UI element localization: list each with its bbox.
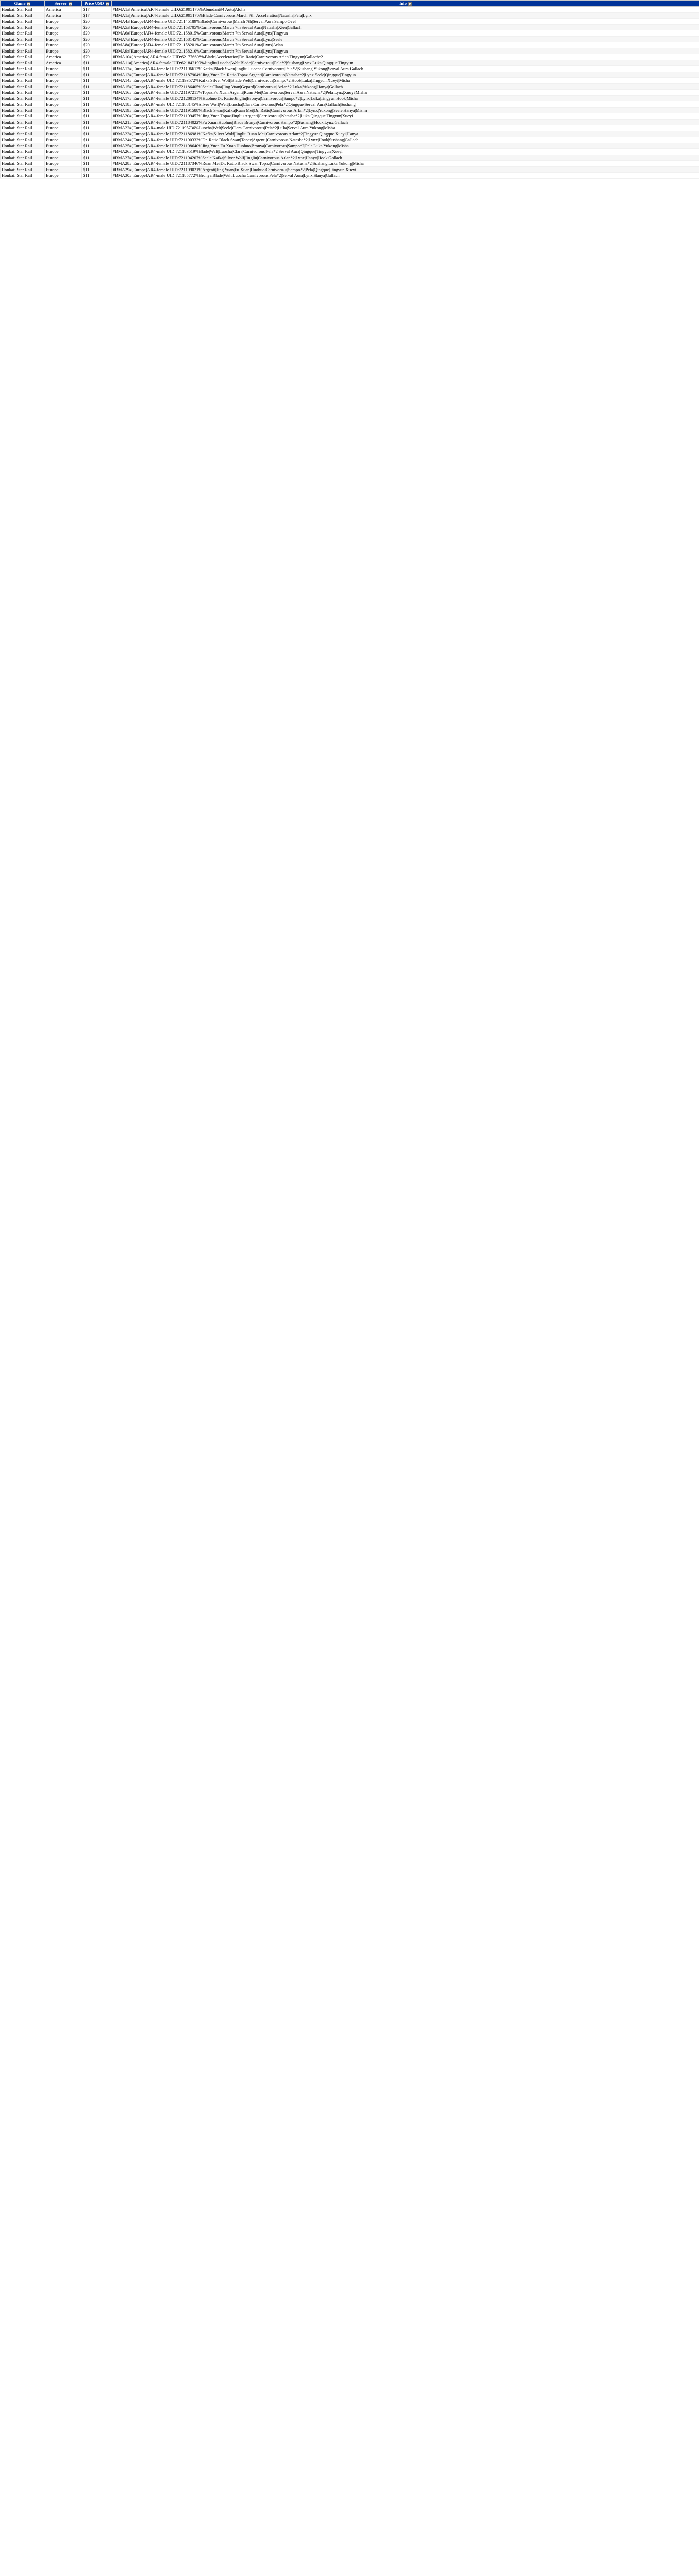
cell-info: #BMA12#[Europe]AR4-female UID:721196613%Kafka|Black Swan|Jingliu|Luocha|Carnivorous|Pela*2|Sushang|Yukong|Serval Aura|Gallach: [112, 66, 699, 72]
cell-game: Honkai: Star Rail: [1, 166, 45, 173]
cell-price: $17: [82, 12, 112, 19]
cell-info: #BMA28#[Europe]AR4-female UID:721187346%Ruan Mei|Dr. Ratio|Black Swan|Topaz|Carnivorous|Natasha*2|Sushang|Luka|Yukong|Misha: [112, 161, 699, 167]
cell-info: #BMA8#[Europe]AR4-female UID:721158201%Carnivorous|March 7th|Serval Aura|Lynx|Arlan: [112, 42, 699, 48]
cell-server: Europe: [45, 24, 82, 30]
cell-game: Honkai: Star Rail: [1, 19, 45, 25]
cell-info: #BMA17#[Europe]AR4-female UID:721200134%Huohuo|Dr. Ratio|Jingliu|Bronya|Carnivorous|Sampo*2|Lynx|Luka|Tingyun|Hook|Misha: [112, 95, 699, 101]
cell-price: $20: [82, 48, 112, 54]
table-row[interactable]: [1, 7, 699, 13]
header-game-label: Game: [14, 1, 26, 6]
cell-price: $20: [82, 36, 112, 42]
cell-price: $20: [82, 24, 112, 30]
cell-info: #BMA18#[Europe]AR4-male UID:721188145%Silver Wolf|Welt|Luocha|Clara|Carnivorous|Pela*2|Qingque|Serval Aura|Gallach|Sushang: [112, 101, 699, 108]
cell-game: Honkai: Star Rail: [1, 36, 45, 42]
table-row[interactable]: [1, 30, 699, 37]
table-row[interactable]: [1, 113, 699, 120]
table-row[interactable]: [1, 83, 699, 90]
table-row[interactable]: [1, 42, 699, 48]
cell-game: Honkai: Star Rail: [1, 66, 45, 72]
table-row[interactable]: [1, 137, 699, 143]
table-row[interactable]: [1, 101, 699, 108]
cell-server: Europe: [45, 48, 82, 54]
cell-server: Europe: [45, 42, 82, 48]
cell-price: $79: [82, 54, 112, 60]
cell-info: #BMA6#[Europe]AR4-female UID:721158015%Carnivorous|March 7th|Serval Aura|Lynx|Tingyun: [112, 30, 699, 37]
cell-price: $11: [82, 149, 112, 155]
cell-info: #BMA29#[Europe]AR4-female UID:721199021%Argenti|Jing Yuan|Fu Xuan|Huohuo|Carnivorous|Sampo*2|Pela|Qingque|Tingyun|Xueyi: [112, 166, 699, 173]
filter-dropdown-icon[interactable]: [69, 2, 72, 6]
cell-game: Honkai: Star Rail: [1, 113, 45, 120]
cell-server: America: [45, 12, 82, 19]
cell-server: America: [45, 7, 82, 13]
cell-game: Honkai: Star Rail: [1, 30, 45, 37]
cell-info: #BMA9#[Europe]AR4-female UID:721158210%Carnivorous|March 7th|Serval Aura|Lynx|Tingyun: [112, 48, 699, 54]
cell-info: #BMA10#[America]AR4-female UID:621776698%Blade|Acceleration|Dr. Ratio|Carnivorous|Arlan|Tingyun|Gallach*2: [112, 54, 699, 60]
cell-game: Honkai: Star Rail: [1, 78, 45, 84]
cell-game: Honkai: Star Rail: [1, 155, 45, 161]
table-row[interactable]: [1, 19, 699, 25]
accounts-table: [0, 0, 699, 179]
cell-price: $20: [82, 42, 112, 48]
cell-game: Honkai: Star Rail: [1, 137, 45, 143]
cell-price: $11: [82, 161, 112, 167]
cell-price: $11: [82, 66, 112, 72]
cell-server: Europe: [45, 66, 82, 72]
cell-server: Europe: [45, 119, 82, 125]
cell-price: $11: [82, 113, 112, 120]
cell-server: Europe: [45, 155, 82, 161]
cell-server: Europe: [45, 161, 82, 167]
cell-price: $17: [82, 7, 112, 13]
cell-server: America: [45, 60, 82, 66]
cell-game: Honkai: Star Rail: [1, 90, 45, 96]
cell-game: Honkai: Star Rail: [1, 83, 45, 90]
cell-price: $11: [82, 72, 112, 78]
table-row[interactable]: [1, 161, 699, 167]
cell-game: Honkai: Star Rail: [1, 125, 45, 131]
cell-server: Europe: [45, 72, 82, 78]
cell-price: $11: [82, 155, 112, 161]
cell-game: Honkai: Star Rail: [1, 48, 45, 54]
cell-server: Europe: [45, 95, 82, 101]
cell-server: Europe: [45, 90, 82, 96]
cell-price: $11: [82, 83, 112, 90]
table-row[interactable]: [1, 60, 699, 66]
cell-game: Honkai: Star Rail: [1, 12, 45, 19]
cell-info: #BMA22#[Europe]AR4-male UID:721195736%Luocha|Welt|Seele|Clara|Carnivorous|Pela*2|Luka|Serval Aura|Yukong|Misha: [112, 125, 699, 131]
cell-game: Honkai: Star Rail: [1, 107, 45, 113]
table-row[interactable]: [1, 90, 699, 96]
cell-info: #BMA13#[Europe]AR4-female UID:721187904%Jing Yuan|Dr. Ratio|Topaz|Argenti|Carnivorous|Natasha*2|Lynx|Seele|Qingque|Tingyun: [112, 72, 699, 78]
table-row[interactable]: [1, 36, 699, 42]
cell-price: $11: [82, 95, 112, 101]
cell-info: #BMA27#[Europe]AR4-female UID:721194207%Seele|Kafka|Silver Wolf|Jingliu|Carnivorous|Arlan*2|Lynx|Hanya|Hook|Gallach: [112, 155, 699, 161]
cell-price: $11: [82, 101, 112, 108]
table-row[interactable]: [1, 173, 699, 179]
cell-game: Honkai: Star Rail: [1, 54, 45, 60]
cell-server: Europe: [45, 107, 82, 113]
cell-info: #BMA20#[Europe]AR4-female UID:721199457%Jing Yuan|Topaz|Jingliu|Argenti|Carnivorous|Natasha*2|Luka|Qingque|Tingyun|Xueyi: [112, 113, 699, 120]
table-row[interactable]: [1, 78, 699, 84]
cell-price: $11: [82, 131, 112, 137]
cell-server: Europe: [45, 131, 82, 137]
cell-game: Honkai: Star Rail: [1, 95, 45, 101]
cell-game: Honkai: Star Rail: [1, 72, 45, 78]
table-body: [1, 7, 699, 179]
cell-game: Honkai: Star Rail: [1, 173, 45, 179]
cell-info: #BMA26#[Europe]AR4-male UID:721183519%Blade|Welt|Luocha|Clara|Carnivorous|Pela*2|Serval Aura|Qingque|Tingyun|Xueyi: [112, 149, 699, 155]
cell-info: #BMA24#[Europe]AR4-female UID:721190333%Dr. Ratio|Black Swan|Topaz|Argenti|Carnivorous|Natasha*2|Lynx|Hook|Sushang|Gallach: [112, 137, 699, 143]
cell-info: #BMA19#[Europe]AR4-female UID:721191588%Black Swan|Kafka|Ruan Mei|Dr. Ratio|Carnivorous|Arlan*2|Lynx|Yukong|Seele|Hanya|Misha: [112, 107, 699, 113]
header-info[interactable]: [112, 1, 699, 7]
table-row[interactable]: [1, 12, 699, 19]
table-row[interactable]: [1, 72, 699, 78]
table-row[interactable]: [1, 131, 699, 137]
filter-dropdown-icon[interactable]: [408, 2, 412, 6]
cell-game: Honkai: Star Rail: [1, 119, 45, 125]
cell-server: America: [45, 54, 82, 60]
cell-server: Europe: [45, 36, 82, 42]
table-row[interactable]: [1, 149, 699, 155]
cell-info: #BMA16#[Europe]AR4-female UID:721197211%Topaz|Fu Xuan|Argenti|Ruan Mei|Carnivorous|Serval Aura|Natasha*2|Pela|Lynx|Xueyi|Misha: [112, 90, 699, 96]
filter-dropdown-icon[interactable]: [106, 2, 109, 6]
cell-server: Europe: [45, 166, 82, 173]
cell-game: Honkai: Star Rail: [1, 60, 45, 66]
cell-info: #BMA15#[Europe]AR4-female UID:721186405%Seele|Clara|Jing Yuan|Gepard|Carnivorous|Arlan*2|Luka|Yukong|Hanya|Gallach: [112, 83, 699, 90]
cell-info: #BMA1#[America]AR4-female UID:621995170%Abundant#4 Auto|Aloha: [112, 7, 699, 13]
cell-info: #BMA21#[Europe]AR4-female UID:721184022%Fu Xuan|Huohuo|Blade|Bronya|Carnivorous|Sampo*2|Sushang|Hook|Lynx|Gallach: [112, 119, 699, 125]
cell-game: Honkai: Star Rail: [1, 101, 45, 108]
table-row[interactable]: [1, 48, 699, 54]
cell-game: Honkai: Star Rail: [1, 24, 45, 30]
cell-server: Europe: [45, 143, 82, 149]
table-row[interactable]: [1, 66, 699, 72]
table-row[interactable]: [1, 143, 699, 149]
table-row[interactable]: [1, 24, 699, 30]
cell-price: $11: [82, 125, 112, 131]
table-row[interactable]: [1, 119, 699, 125]
cell-server: Europe: [45, 78, 82, 84]
cell-info: #BMA30#[Europe]AR4-male UID:721185772%Bronya|Blade|Welt|Luocha|Carnivorous|Pela*2|Serval Aura|Lynx|Hanya|Gallach: [112, 173, 699, 179]
cell-game: Honkai: Star Rail: [1, 42, 45, 48]
cell-info: #BMA14#[Europe]AR4-male UID:721193572%Kafka|Silver Wolf|Blade|Welt|Carnivorous|Sampo*2|Hook|Luka|Tingyun|Xueyi|Misha: [112, 78, 699, 84]
cell-server: Europe: [45, 113, 82, 120]
cell-info: #BMA5#[Europe]AR4-female UID:721153705%Carnivorous|March 7th|Serval Aura|Natasha|Xien|Gallach: [112, 24, 699, 30]
cell-server: Europe: [45, 125, 82, 131]
table-row[interactable]: [1, 155, 699, 161]
cell-price: $11: [82, 78, 112, 84]
header-row: [1, 1, 699, 7]
cell-game: Honkai: Star Rail: [1, 7, 45, 13]
cell-server: Europe: [45, 19, 82, 25]
cell-server: Europe: [45, 101, 82, 108]
cell-price: $20: [82, 30, 112, 37]
cell-game: Honkai: Star Rail: [1, 131, 45, 137]
header-game[interactable]: [1, 1, 45, 7]
cell-price: $11: [82, 166, 112, 173]
table-row[interactable]: [1, 95, 699, 101]
cell-info: #BMA4#[Europe]AR4-female UID:721145189%Blade|Carnivorous|March 7th|Serval Aura|Sampo|Ovel: [112, 19, 699, 25]
cell-server: Europe: [45, 30, 82, 37]
cell-server: Europe: [45, 83, 82, 90]
cell-price: $11: [82, 107, 112, 113]
table-row[interactable]: [1, 54, 699, 60]
cell-server: Europe: [45, 173, 82, 179]
cell-server: Europe: [45, 137, 82, 143]
cell-info: #BMA25#[Europe]AR4-female UID:721198640%Jing Yuan|Fu Xuan|Huohuo|Bronya|Carnivorous|Sampo*2|Pela|Luka|Yukong|Misha: [112, 143, 699, 149]
header-price-label: Price USD: [84, 1, 104, 6]
cell-price: $11: [82, 137, 112, 143]
header-price[interactable]: [82, 1, 112, 7]
cell-price: $11: [82, 90, 112, 96]
cell-price: $11: [82, 60, 112, 66]
table-row[interactable]: [1, 107, 699, 113]
header-server-label: Server: [54, 1, 67, 6]
table-row[interactable]: [1, 125, 699, 131]
cell-price: $11: [82, 143, 112, 149]
table-row[interactable]: [1, 166, 699, 173]
cell-game: Honkai: Star Rail: [1, 143, 45, 149]
cell-price: $11: [82, 173, 112, 179]
cell-price: $20: [82, 19, 112, 25]
cell-game: Honkai: Star Rail: [1, 149, 45, 155]
header-server[interactable]: [45, 1, 82, 7]
cell-info: #BMA23#[Europe]AR4-female UID:721186981%Kafka|Silver Wolf|Jingliu|Ruan Mei|Carnivorous|Arlan*2|Tingyun|Qingque|Xueyi|Hanya: [112, 131, 699, 137]
cell-game: Honkai: Star Rail: [1, 161, 45, 167]
cell-info: #BMA7#[Europe]AR4-female UID:721158145%Carnivorous|March 7th|Serval Aura|Lynx|Seele: [112, 36, 699, 42]
header-info-label: Info: [398, 1, 407, 6]
cell-info: #BMA11#[America]AR4-female UID:621842199%Jingliu|Luocha|Welt|Blade|Carnivorous|Pela*2|Sushang|Lynx|Luka|Qingque|Tingyun: [112, 60, 699, 66]
filter-dropdown-icon[interactable]: [27, 2, 30, 6]
cell-price: $11: [82, 119, 112, 125]
cell-server: Europe: [45, 149, 82, 155]
cell-info: #BMA1#[America]AR4-female UID:621995170%Blade|Carnivorous|March 7th| Acceleration|Natasha|Pela|Lynx: [112, 12, 699, 19]
